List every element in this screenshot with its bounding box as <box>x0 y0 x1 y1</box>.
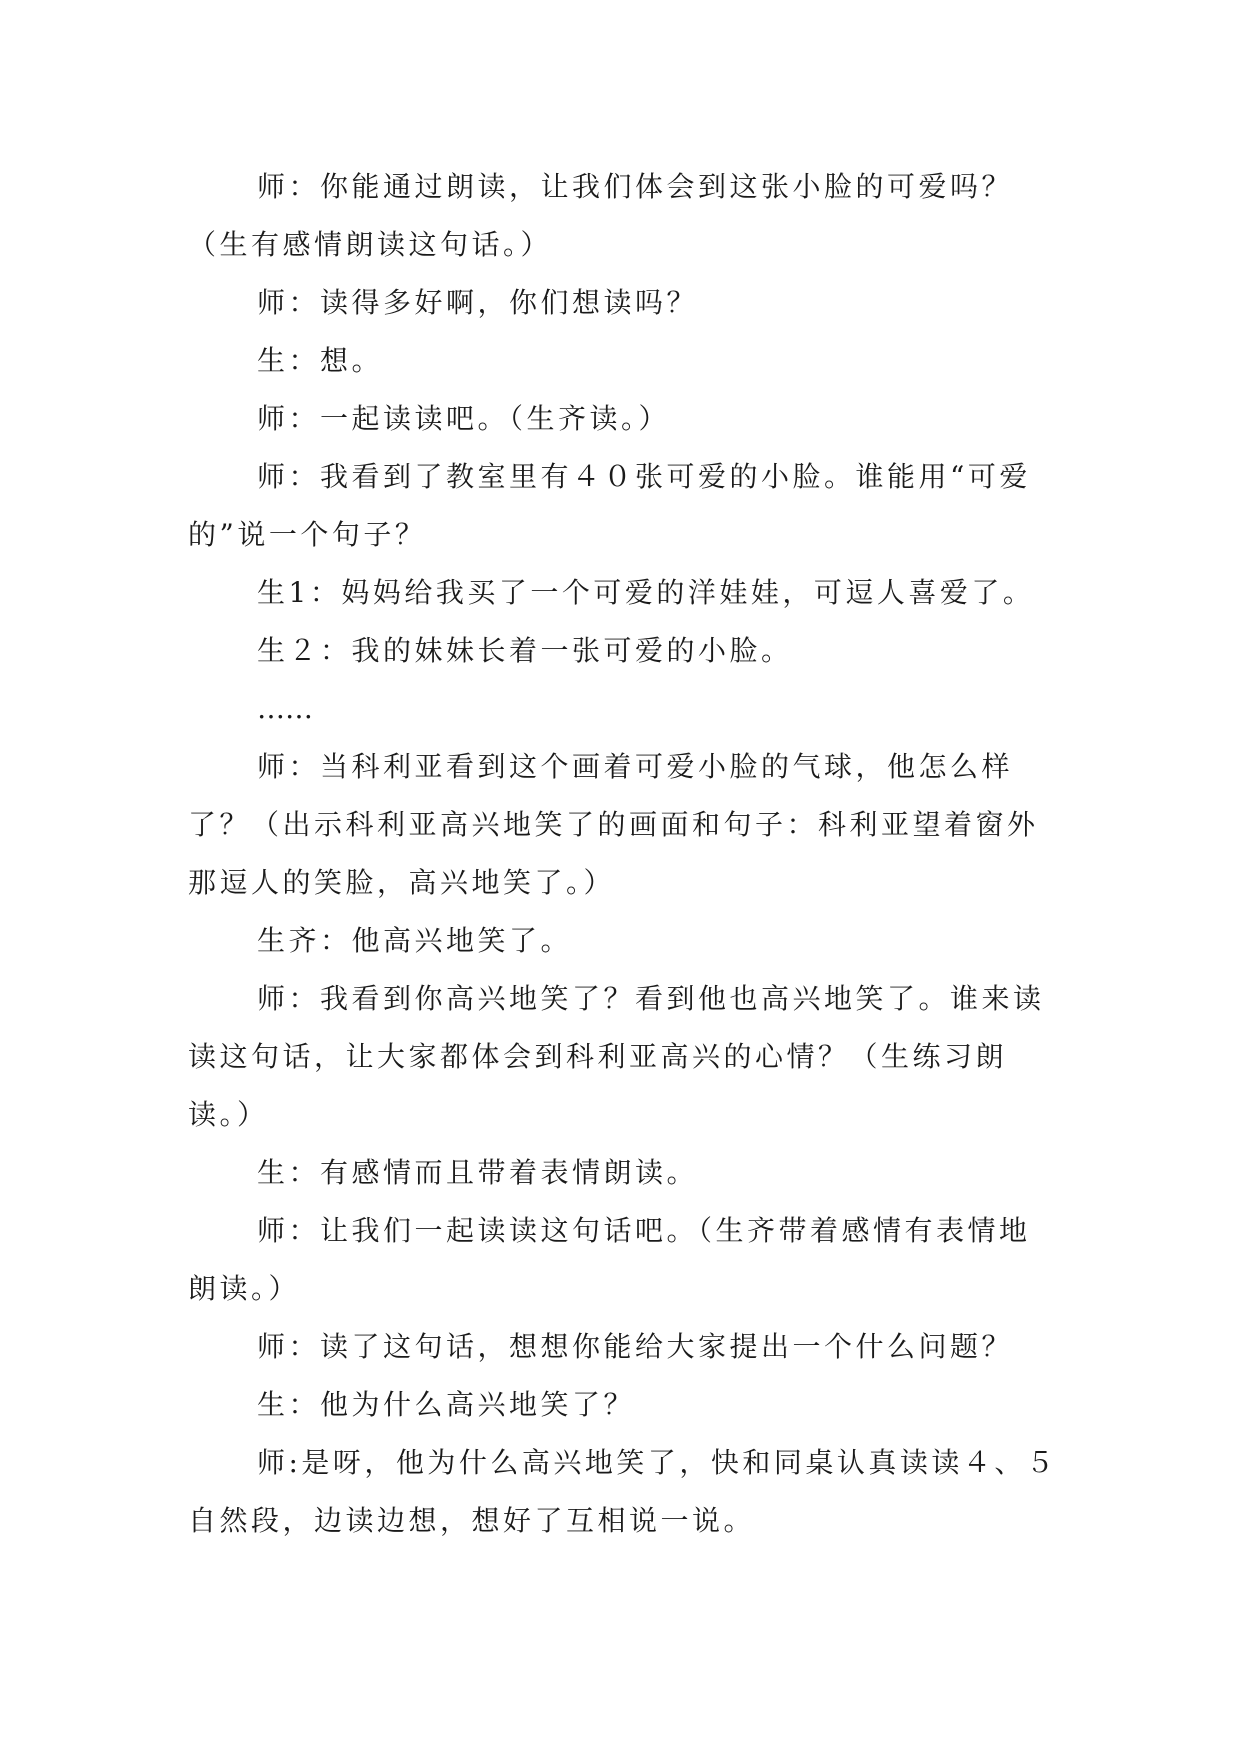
paragraph-student-2: 生２：我的妹妹长着一张可爱的小脸。 <box>257 634 793 667</box>
paragraph-student-reply-2: 生：有感情而且带着表情朗读。 <box>257 1156 699 1189</box>
paragraph-ellipsis: …… <box>257 692 313 725</box>
paragraph-teacher-read-together: 师：一起读读吧。（生齐读。） <box>257 402 671 435</box>
paragraph-teacher-instruction: 师:是呀，他为什么高兴地笑了，快和同桌认真读读４、５自然段，边读边想，想好了互相说一说。 <box>188 1446 1058 1537</box>
paragraph-teacher-question-5: 师：读了这句话，想想你能给大家提出一个什么问题？ <box>257 1330 1014 1363</box>
paragraph-teacher-question-2: 师：我看到了教室里有４０张可爱的小脸。谁能用“可爱的”说一个句子？ <box>188 460 1031 551</box>
paragraph-student-1: 生1：妈妈给我买了一个可爱的洋娃娃，可逗人喜爱了。 <box>257 576 1035 609</box>
paragraph-student-reply-1: 生：想。 <box>257 344 384 377</box>
paragraph-teacher-question-1: 师：你能通过朗读，让我们体会到这张小脸的可爱吗？（生有感情朗读这句话。） <box>188 170 1014 261</box>
paragraph-teacher-praise: 师：读得多好啊，你们想读吗？ <box>257 286 699 319</box>
paragraph-teacher-question-3: 师：当科利亚看到这个画着可爱小脸的气球，他怎么样了？（出示科利亚高兴地笑了的画面和句子：科利亚望着窗外那逗人的笑脸，高兴地笑了。） <box>188 750 1039 899</box>
document-body <box>188 158 1058 1550</box>
paragraph-teacher-read-together-2: 师：让我们一起读读这句话吧。（生齐带着感情有表情地朗读。） <box>188 1214 1031 1305</box>
paragraph-student-reply-3: 生：他为什么高兴地笑了？ <box>257 1388 636 1421</box>
paragraph-students-together: 生齐：他高兴地笑了。 <box>257 924 573 957</box>
paragraph-teacher-question-4: 师：我看到你高兴地笑了？看到他也高兴地笑了。谁来读读这句话，让大家都体会到科利亚高兴的心情？（生练习朗读。） <box>188 982 1045 1131</box>
